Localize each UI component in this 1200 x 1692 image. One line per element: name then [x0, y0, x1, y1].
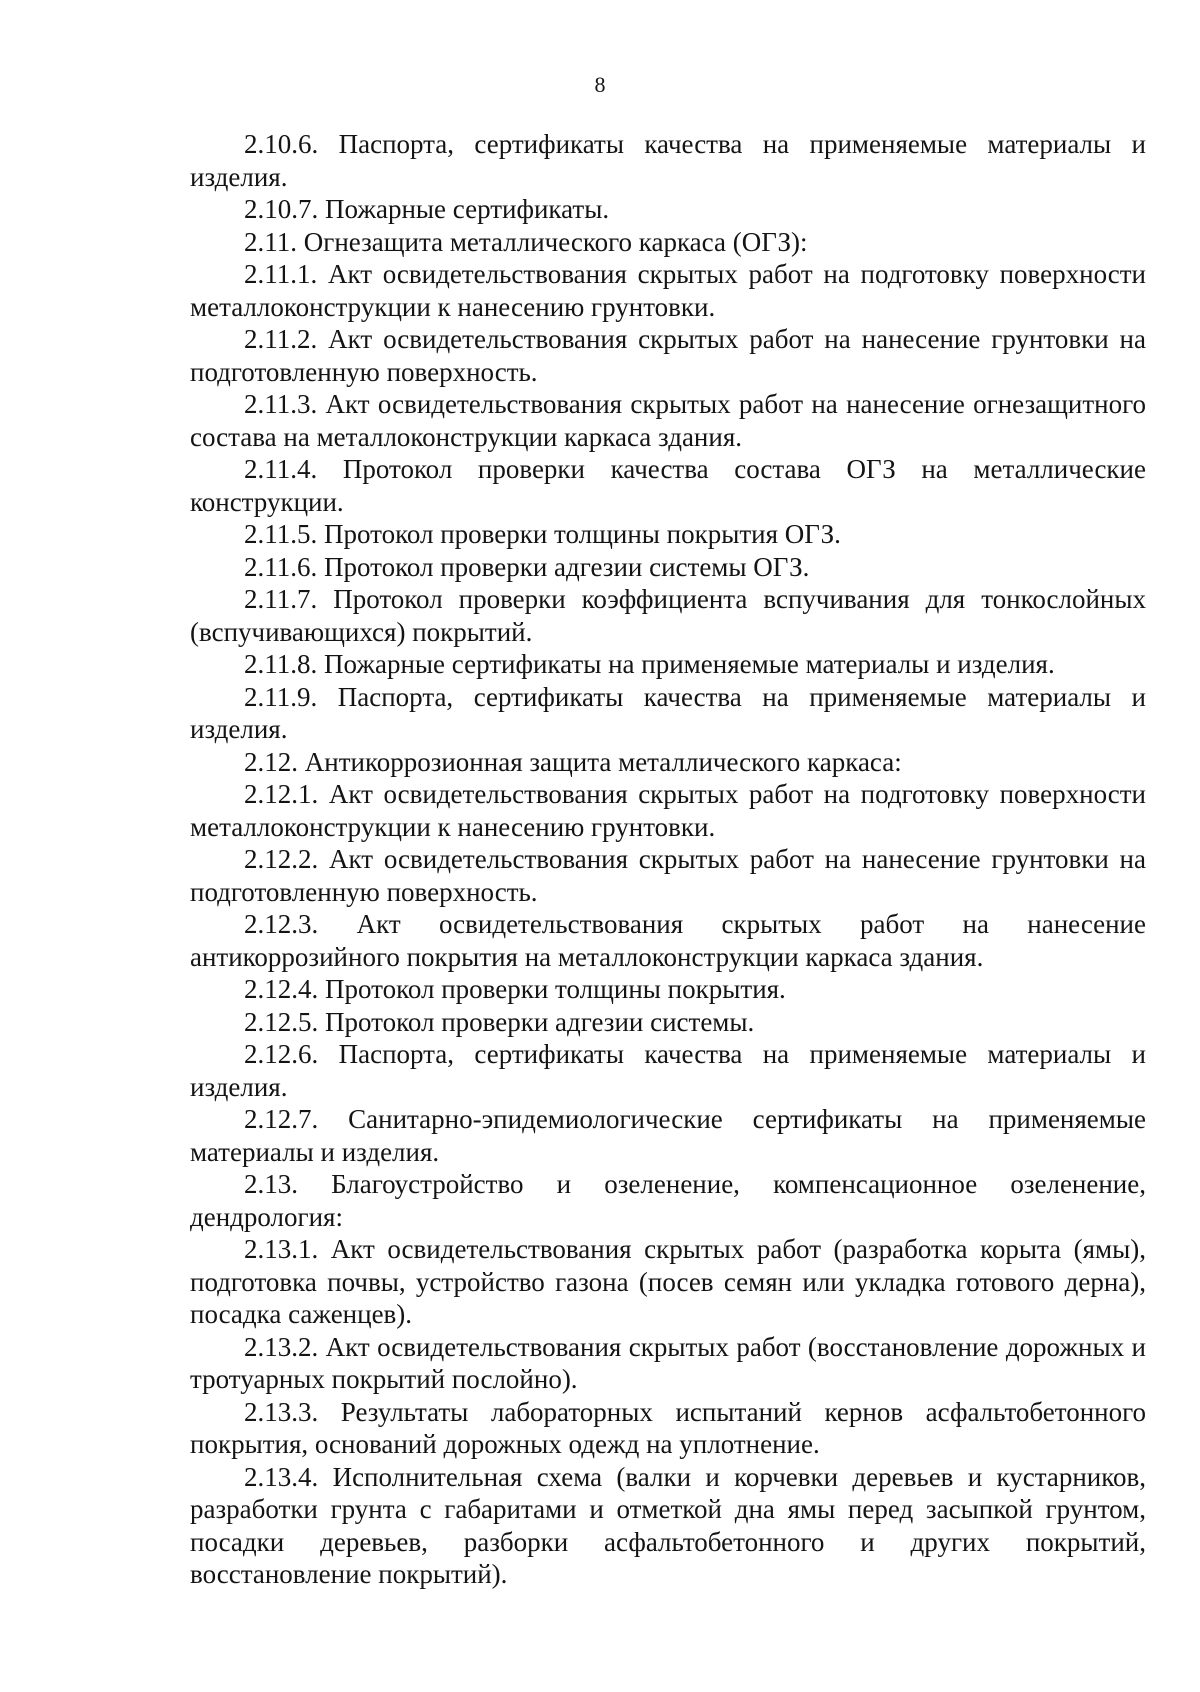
paragraph-2-11-3: 2.11.3. Акт освидетельствования скрытых работ на нанесение огнезащитного состава на металлоконструкции каркаса здания. — [190, 389, 1146, 452]
paragraph-2-12-4: 2.12.4. Протокол проверки толщины покрытия. — [244, 974, 786, 1004]
paragraph-2-13-2: 2.13.2. Акт освидетельствования скрытых работ (восстановление дорожных и тротуарных покрытий послойно). — [190, 1331, 1146, 1394]
paragraph-2-12-5: 2.12.5. Протокол проверки адгезии системы. — [244, 1006, 755, 1037]
paragraph-2-11-6: 2.11.6. Протокол проверки адгезии системы ОГЗ. — [244, 551, 810, 582]
paragraph-2-13-4: 2.13.4. Исполнительная схема (валки и корчевки деревьев и кустарников, разработки грунта с габаритами и отметкой дна ямы перед засыпкой грунтом, посадки деревьев, разборки асфальтобетонного и других покрытий, восстановление покрытий). — [190, 1461, 1146, 1589]
paragraph-2-11-5: 2.11.5. Протокол проверки толщины покрытия ОГЗ. — [244, 519, 841, 549]
page-number: 8 — [594, 72, 606, 97]
paragraph-2-11-9: 2.11.9. Паспорта, сертификаты качества на применяемые материалы и изделия. — [190, 681, 1146, 744]
section-heading-2-12: 2.12. Антикоррозионная защита металлического каркаса: — [244, 746, 902, 777]
paragraph-2-12-2: 2.12.2. Акт освидетельствования скрытых работ на нанесение грунтовки на подготовленную поверхность. — [190, 844, 1146, 907]
document-body — [190, 128, 1146, 1591]
section-heading-2-13: 2.13. Благоустройство и озеленение, компенсационное озеленение, дендрология: — [190, 1169, 1146, 1232]
paragraph-2-13-1: 2.13.1. Акт освидетельствования скрытых работ (разработка корыта (ямы), подготовка почвы, устройство газона (посев семян или укладка готового дерна), посадка саженцев). — [190, 1234, 1146, 1329]
paragraph-2-11-8: 2.11.8. Пожарные сертификаты на применяемые материалы и изделия. — [244, 649, 1055, 679]
paragraph-2-11-7: 2.11.7. Протокол проверки коэффициента вспучивания для тонкослойных (вспучивающихся) покрытий. — [190, 584, 1146, 647]
paragraph-2-11-4: 2.11.4. Протокол проверки качества состава ОГЗ на металлические конструкции. — [190, 454, 1146, 517]
paragraph-2-13-3: 2.13.3. Результаты лабораторных испытаний кернов асфальтобетонного покрытия, оснований дорожных одежд на уплотнение. — [190, 1396, 1146, 1459]
paragraph-2-12-6: 2.12.6. Паспорта, сертификаты качества на применяемые материалы и изделия. — [190, 1039, 1146, 1102]
paragraph-2-11-1: 2.11.1. Акт освидетельствования скрытых работ на подготовку поверхности металлоконструкции к нанесению грунтовки. — [190, 259, 1146, 322]
paragraph-2-12-1: 2.12.1. Акт освидетельствования скрытых работ на подготовку поверхности металлоконструкции к нанесению грунтовки. — [190, 779, 1146, 842]
paragraph-2-10-7: 2.10.7. Пожарные сертификаты. — [244, 194, 610, 224]
paragraph-2-12-7: 2.12.7. Санитарно-эпидемиологические сертификаты на применяемые материалы и изделия. — [190, 1104, 1146, 1167]
section-heading-2-11: 2.11. Огнезащита металлического каркаса (ОГЗ): — [244, 226, 808, 257]
paragraph-2-12-3: 2.12.3. Акт освидетельствования скрытых работ на нанесение антикоррозийного покрытия на металлоконструкции каркаса здания. — [190, 909, 1146, 972]
paragraph-2-10-6: 2.10.6. Паспорта, сертификаты качества на применяемые материалы и изделия. — [190, 129, 1146, 192]
paragraph-2-11-2: 2.11.2. Акт освидетельствования скрытых работ на нанесение грунтовки на подготовленную поверхность. — [190, 324, 1146, 387]
